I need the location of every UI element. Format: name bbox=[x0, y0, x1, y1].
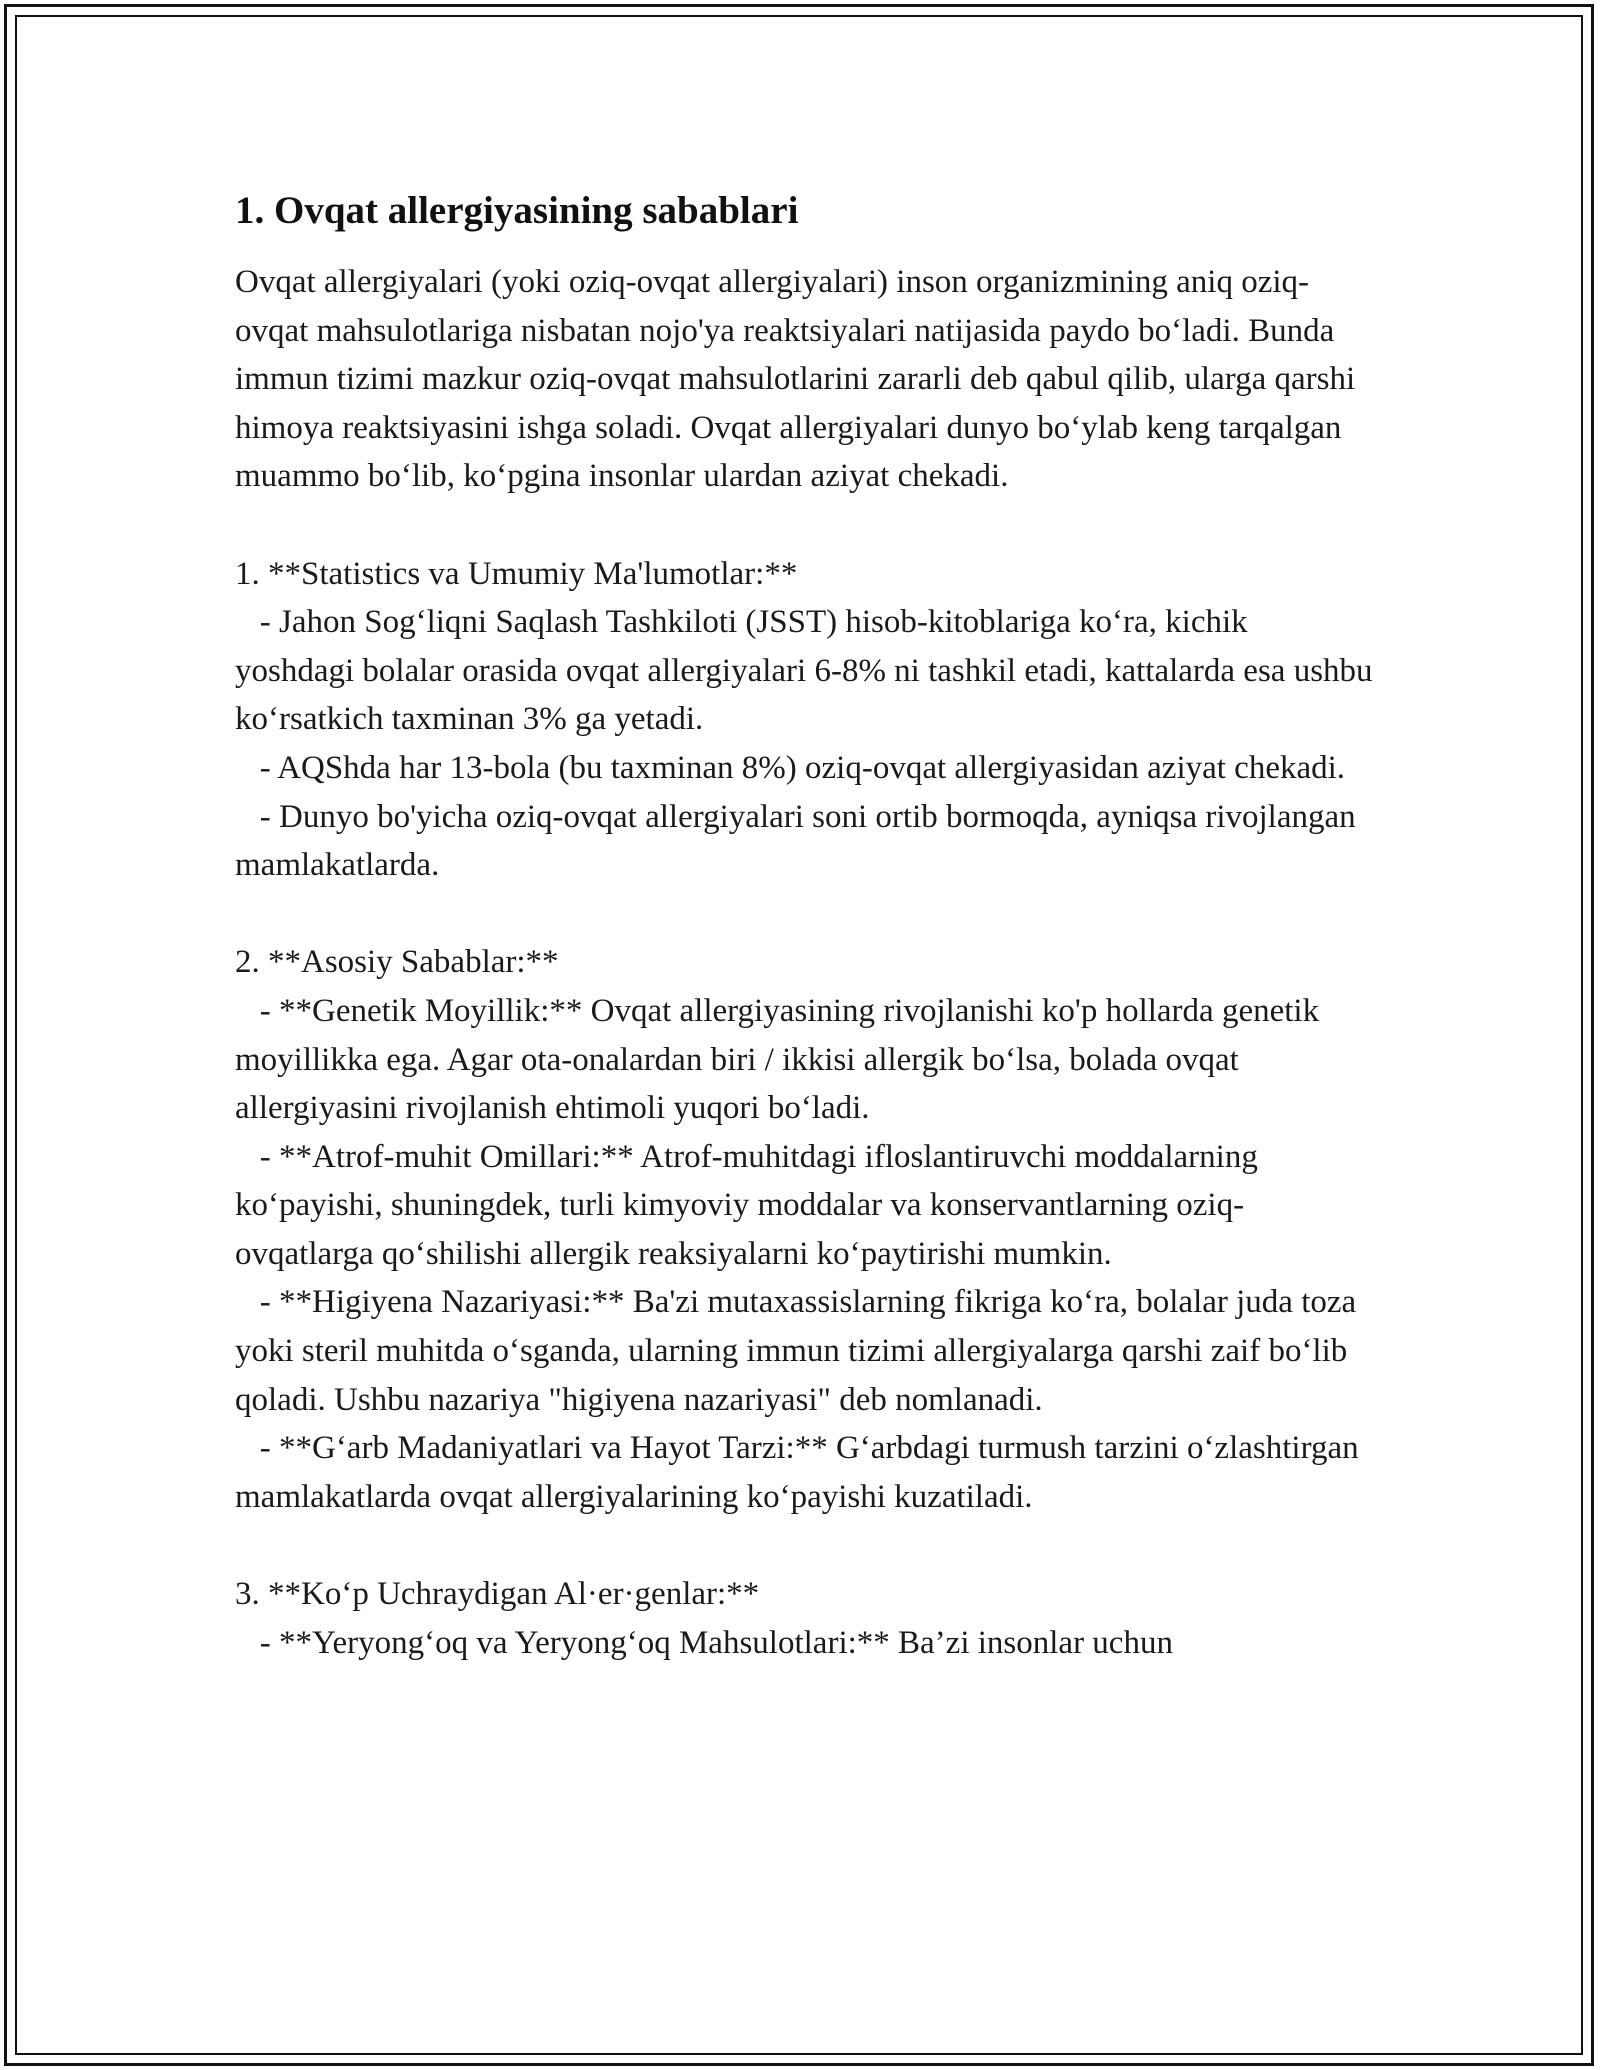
list-item: - **Atrof-muhit Omillari:** Atrof-muhitdagi ifloslantiruvchi moddalarning ko‘payishi, shuningdek, turli kimyoviy moddalar va konservantlarning oziq-ovqatlarga qo‘shilishi allergik reaksiyalarni ko‘paytirishi mumkin. bbox=[235, 1138, 1267, 1272]
section-causes bbox=[235, 938, 1375, 1521]
list-item: - AQShda har 13-bola (bu taxminan 8%) oziq-ovqat allergiyasidan aziyat chekadi. bbox=[235, 749, 1346, 786]
section-title: 3. **Ko‘p Uchraydigan Al·er·genlar:** bbox=[235, 1576, 760, 1613]
section-allergens bbox=[235, 1570, 1375, 1667]
page-title: 1. Ovqat allergiyasining sabablari bbox=[235, 189, 799, 232]
list-item: - **Higiyena Nazariyasi:** Ba'zi mutaxassislarning fikriga ko‘ra, bolalar juda toza yoki steril muhitda o‘sganda, ularning immun tizimi allergiyalarga qarshi zaif bo‘lib qoladi. Ushbu nazariya "higiyena nazariyasi" deb nomlanadi. bbox=[235, 1284, 1365, 1418]
spacer bbox=[235, 501, 1375, 550]
spacer bbox=[235, 1521, 1375, 1570]
section-title: 1. **Statistics va Umumiy Ma'lumotlar:** bbox=[235, 555, 798, 592]
list-item: - **Yeryong‘oq va Yeryong‘oq Mahsulotlari:** Ba’zi insonlar uchun bbox=[235, 1624, 1173, 1661]
section-title: 2. **Asosiy Sabablar:** bbox=[235, 944, 559, 981]
list-item: - **Genetik Moyillik:** Ovqat allergiyasining rivojlanishi ko'p hollarda genetik moyillikka ega. Agar ota-onalardan biri / ikkisi allergik bo‘lsa, bolada ovqat allergiyasini rivojlanish ehtimoli yuqori bo‘ladi. bbox=[235, 992, 1328, 1127]
document-body bbox=[235, 186, 1381, 1667]
list-item: - Jahon Sog‘liqni Saqlash Tashkiloti (JSST) hisob-kitoblariga ko‘ra, kichik yoshdagi bolalar orasida ovqat allergiyalari 6-8% ni tashkil etadi, kattalarda esa ushbu ko‘rsatkich taxminan 3% ga yetadi. bbox=[235, 604, 1381, 738]
intro-paragraph: Ovqat allergiyalari (yoki oziq-ovqat allergiyalari) inson organizmining aniq oziq-ovqat mahsulotlariga nisbatan nojo'ya reaktsiyalari natijasida paydo bo‘ladi. Bunda immun tizimi mazkur oziq-ovqat mahsulotlarini zararli deb qabul qilib, ularga qarshi himoya reaktsiyasini ishga soladi. Ovqat allergiyalari dunyo bo‘ylab keng tarqalgan muammo bo‘lib, ko‘pgina insonlar ulardan aziyat chekadi. bbox=[235, 264, 1356, 495]
spacer bbox=[235, 890, 1375, 939]
section-statistics bbox=[235, 550, 1381, 890]
list-item: - **G‘arb Madaniyatlari va Hayot Tarzi:** G‘arbdagi turmush tarzini o‘zlashtirgan mamlakatlarda ovqat allergiyalarining ko‘payishi kuzatiladi. bbox=[235, 1430, 1367, 1515]
list-item: - Dunyo bo'yicha oziq-ovqat allergiyalari soni ortib bormoqda, ayniqsa rivojlangan mamlakatlarda. bbox=[235, 798, 1364, 884]
